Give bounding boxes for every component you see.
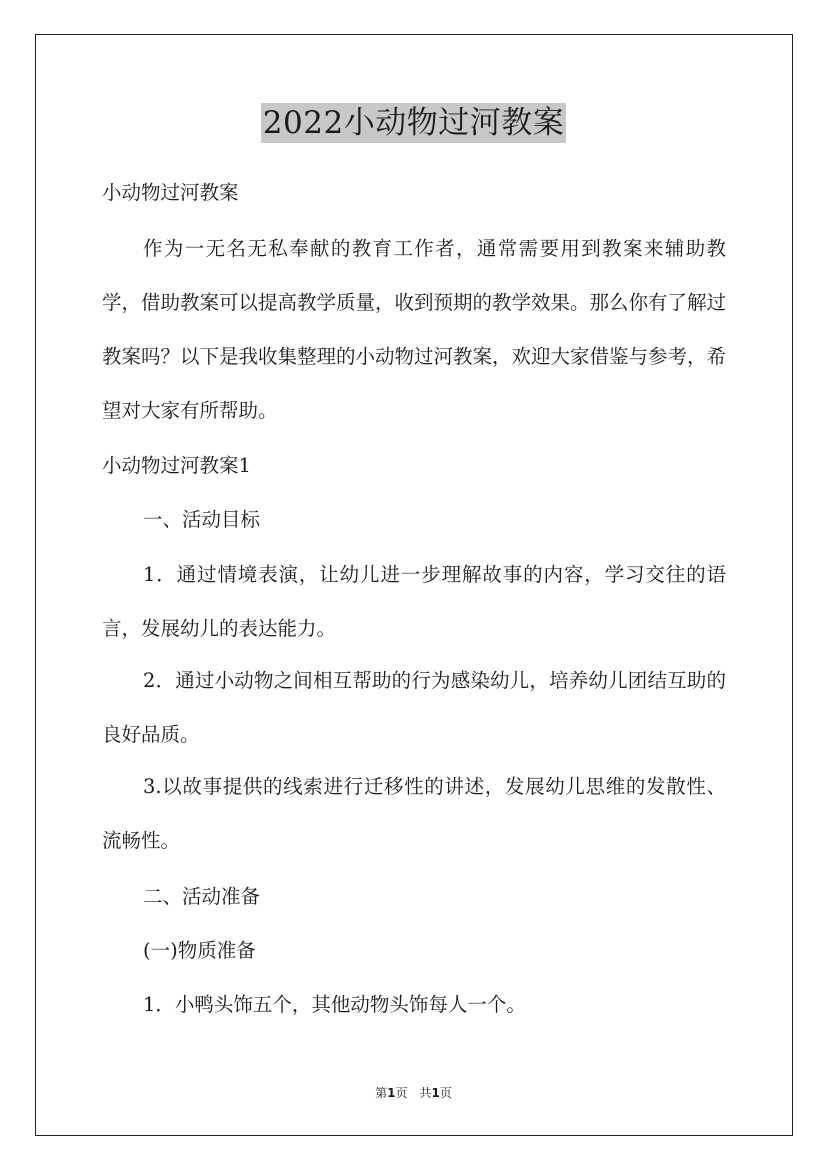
section-title: 小动物过河教案1 [102,454,251,477]
goal-2: 2．通过小动物之间相互帮助的行为感染幼儿，培养幼儿团结互助的良好品质。 [102,669,726,746]
material-item-1: 1．小鸭头饰五个，其他动物头饰每人一个。 [143,993,526,1016]
title-wrap [0,103,827,143]
doc-subtitle: 小动物过河教案 [102,181,239,204]
footer-suffix: 页 [439,1086,452,1100]
goal-3: 3.以故事提供的线索进行迁移性的讲述，发展幼儿思维的发散性、流畅性。 [102,775,726,852]
intro-paragraph: 作为一无名无私奉献的教育工作者，通常需要用到教案来辅助教学，借助教案可以提高教学质量，收到预期的教学效果。那么你有了解过教案吗？以下是我收集整理的小动物过河教案，欢迎大家借鉴与参考，希望对大家有所帮助。 [102,237,727,422]
footer-page-number: 1 [387,1086,396,1100]
material-heading: (一)物质准备 [143,939,256,962]
footer-prefix: 第 [375,1086,388,1100]
footer-middle: 页 共 [395,1086,432,1100]
footer-page-total: 1 [431,1086,440,1100]
page-title: 2022小动物过河教案 [262,105,565,141]
goal-1: 1．通过情境表演，让幼儿进一步理解故事的内容，学习交往的语言，发展幼儿的表达能力。 [102,563,726,640]
page-footer [0,1085,827,1101]
prep-heading: 二、活动准备 [143,885,261,908]
goals-heading: 一、活动目标 [143,508,261,531]
